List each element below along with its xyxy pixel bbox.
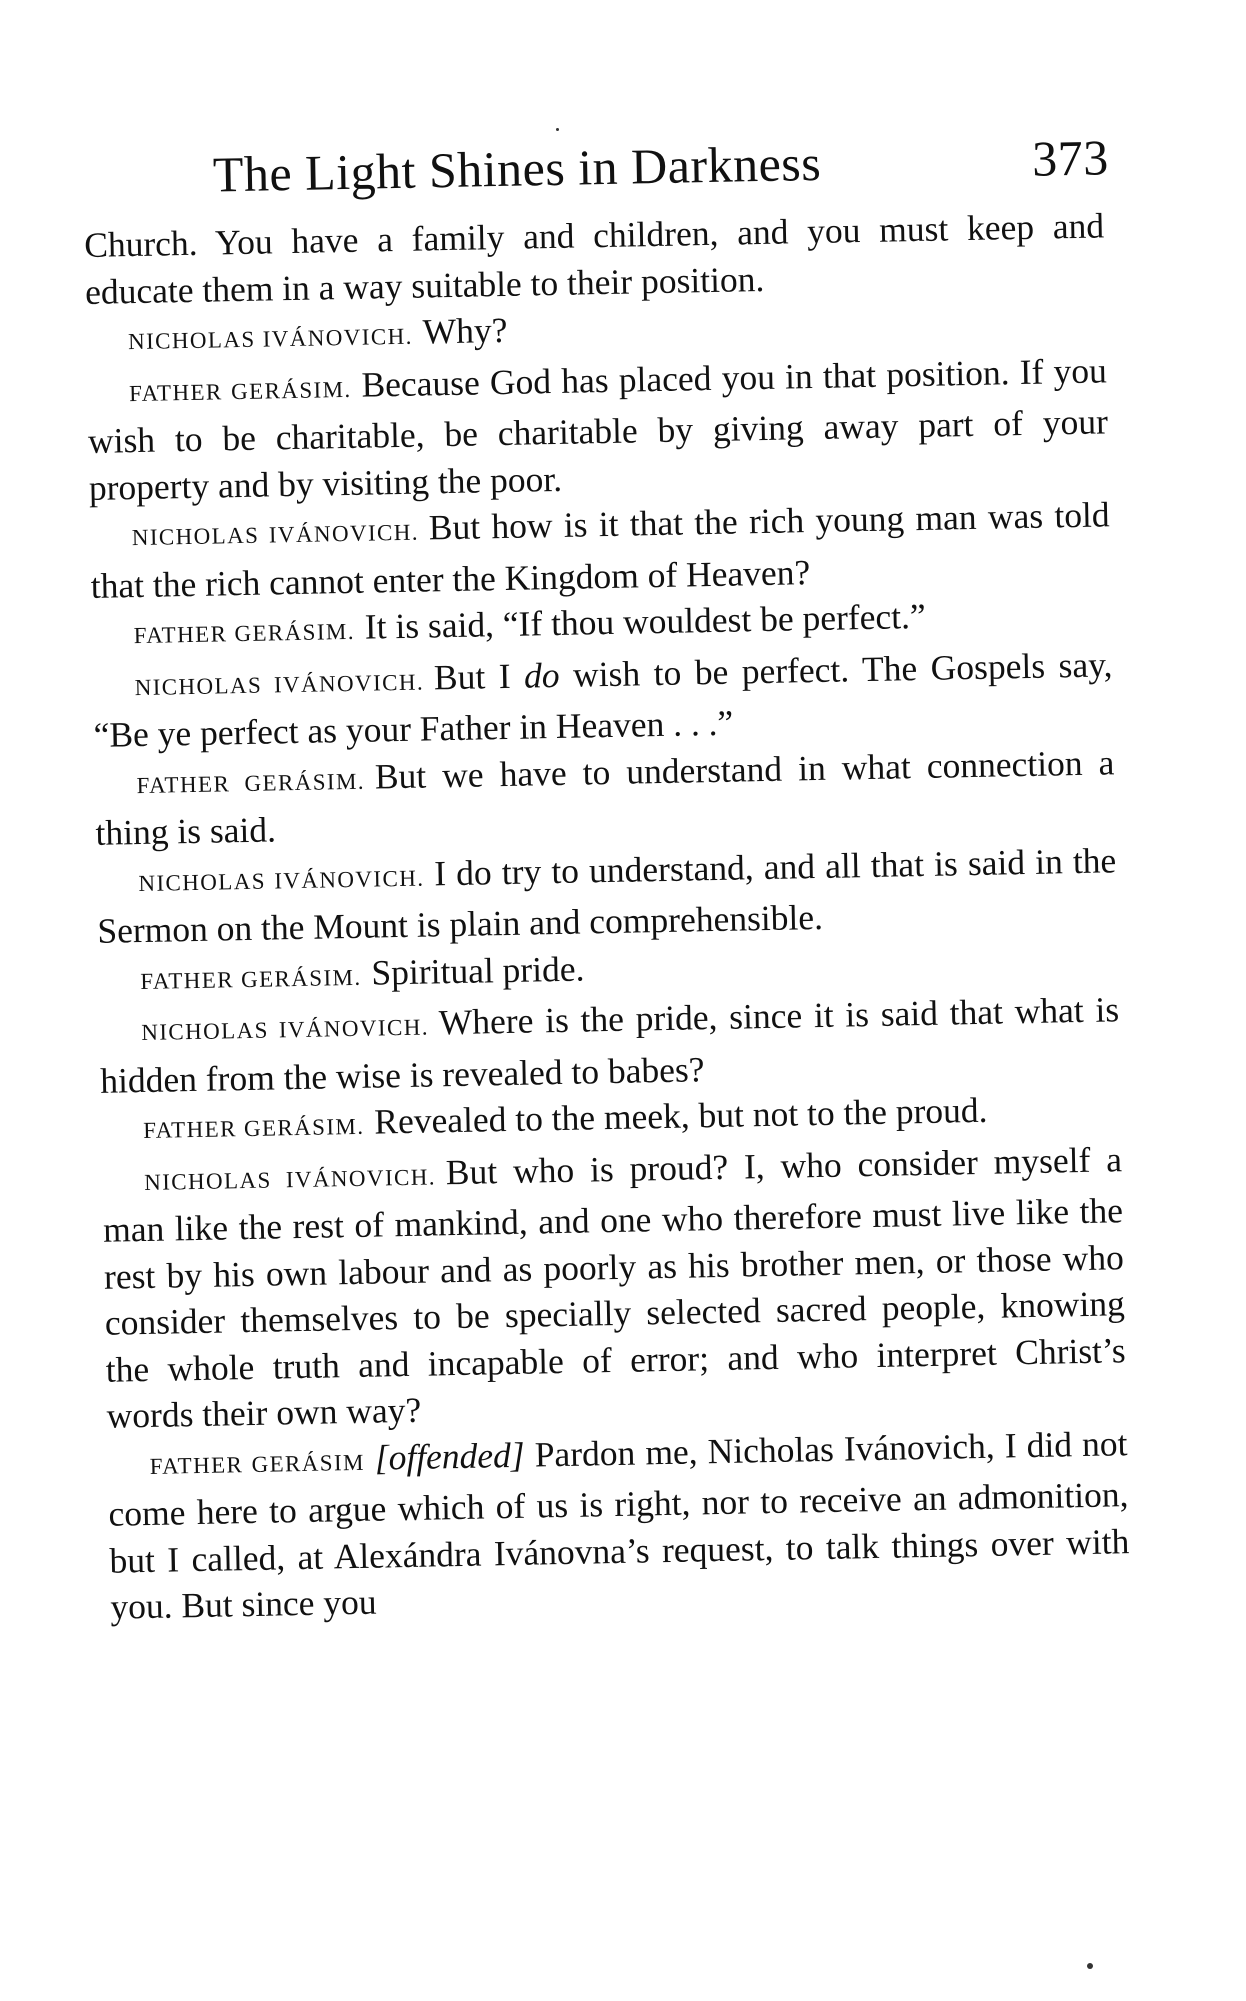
- speech-text: Why?: [422, 309, 508, 352]
- dialogue-line: [102, 1136, 1127, 1440]
- speaker-name: NICHOLAS IVÁNOVICH.: [127, 323, 413, 355]
- speaker-name: NICHOLAS IVÁNOVICH.: [138, 865, 425, 896]
- speaker-name: NICHOLAS IVÁNOVICH.: [143, 1163, 437, 1195]
- page-number: 373: [1031, 129, 1110, 187]
- speech-text: It is said, “If thou wouldest be perfect.”: [364, 595, 927, 647]
- speech-text: wish to be perfect. The Gospels say, “Be ye perfect as your Father in Heaven . . .”: [93, 643, 1113, 755]
- speaker-name: FATHER GERÁSIM: [149, 1449, 366, 1479]
- ink-speck: [1087, 1963, 1093, 1969]
- speech-text: Pardon me, Nicholas Ivánovich, I did not come here to argue which of us is right, nor to receive an admonition, but I called, at Alexándra Ivánovna’s request, to talk things over with you. But since you: [108, 1422, 1130, 1627]
- dialogue-body: [84, 202, 1131, 1630]
- speaker-name: NICHOLAS IVÁNOVICH.: [131, 519, 420, 551]
- speech-text: Because God has placed you in that position. If you wish to be charitable, be charitable by giving away part of your property and by visiting the poor.: [87, 349, 1109, 508]
- speech-text: Spiritual pride.: [371, 948, 585, 993]
- speaker-name: FATHER GERÁSIM.: [136, 768, 366, 798]
- speech-text: Where is the pride, since it is said that what is hidden from the wise is revealed to babes?: [99, 989, 1120, 1101]
- opening-paragraph: Church. You have a family and children, and you must keep and educate them in a way suitable to their position.: [83, 205, 1105, 312]
- speech-text: I do try to understand, and all that is said in the Sermon on the Mount is plain and comprehensible.: [96, 839, 1117, 951]
- scanned-text-block: [82, 110, 1131, 1630]
- speaker-name: NICHOLAS IVÁNOVICH.: [134, 669, 425, 700]
- speech-text: But how is it that the rich young man was told that the rich cannot enter the Kingdom of Heaven?: [90, 494, 1110, 606]
- dialogue-line: [87, 347, 1110, 511]
- speech-text: But I: [433, 655, 511, 697]
- dialogue-line: [107, 1420, 1130, 1631]
- speech-text: But who is proud? I, who consider myself a man like the rest of mankind, and one who therefore must live like the rest by his own labour and as poorly as his brother men, or those who consider themselves to be specially selected sacred people, knowing the whole truth and incapable of error; and who interpret Christ’s words their own way?: [102, 1138, 1126, 1436]
- speaker-name: FATHER GERÁSIM.: [142, 1113, 365, 1144]
- speaker-name: FATHER GERÁSIM.: [140, 964, 362, 994]
- page-header: [82, 110, 1110, 222]
- speaker-name: NICHOLAS IVÁNOVICH.: [141, 1014, 430, 1046]
- speech-text: Revealed to the meek, but not to the proud.: [373, 1089, 988, 1142]
- running-title: The Light Shines in Darkness: [212, 134, 822, 203]
- speech-text: But we have to understand in what connection a thing is said.: [95, 741, 1115, 853]
- emphasized-word: do: [523, 654, 560, 696]
- speaker-name: FATHER GERÁSIM.: [128, 376, 352, 406]
- speaker-name: FATHER GERÁSIM.: [133, 618, 356, 649]
- stage-direction: [offended]: [374, 1434, 526, 1478]
